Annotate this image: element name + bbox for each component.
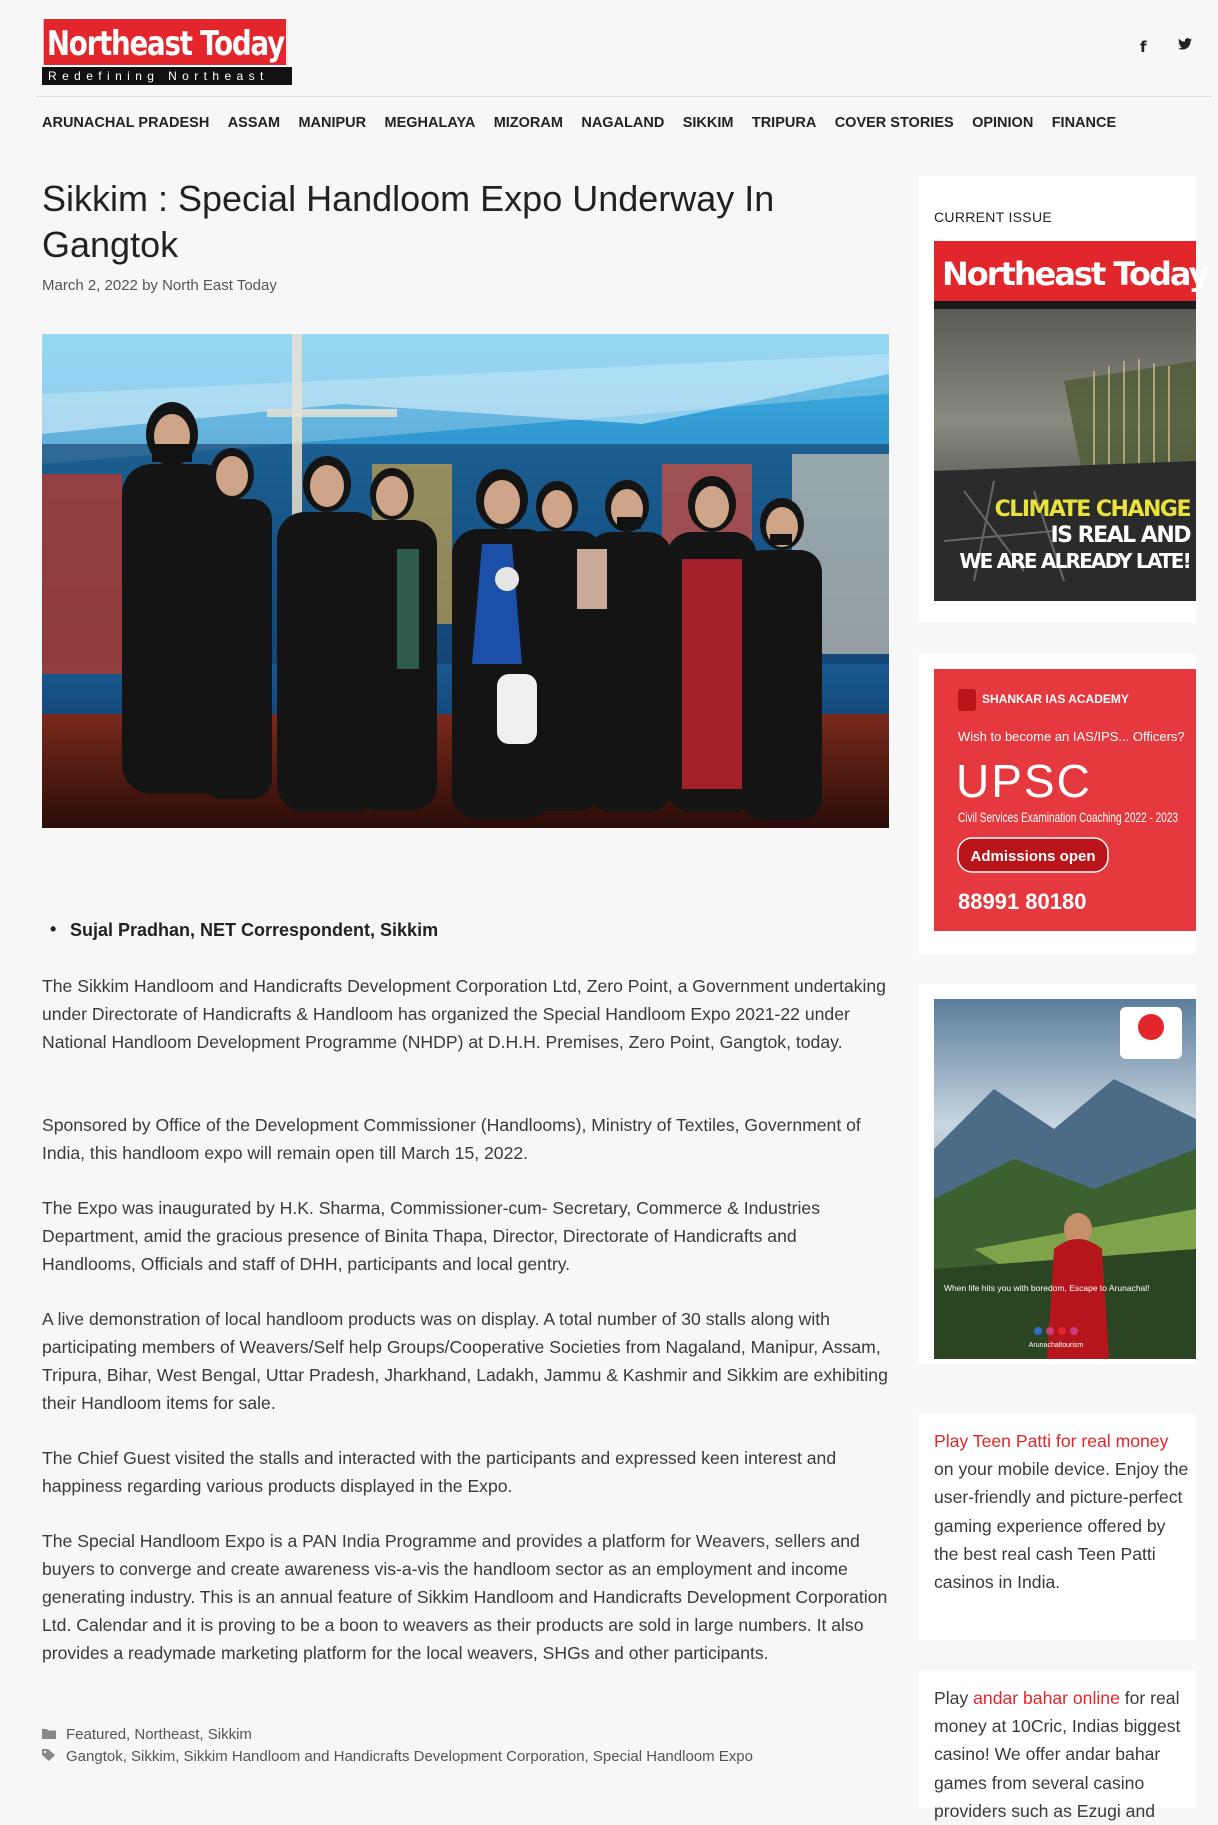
article-title: Sikkim : Special Handloom Expo Underway In Gangtok [42,178,775,265]
tag-links[interactable]: Gangtok, Sikkim, Sikkim Handloom and Handicrafts Development Corporation, Special Handloom Expo [66,1748,753,1765]
facebook-icon[interactable]: f [1140,38,1147,56]
article-paragraph: The Special Handloom Expo is a PAN India Programme and provides a platform for Weavers, sellers and buyers to converge and create awareness vis-a-vis the handloom sector as an employment and income generating industry. This is an annual feature of Sikkim Handloom and Handicrafts Development Corporation Ltd. Calendar and it is proving to be a boon to weavers as their products are sold in large numbers. It also provides a readymade marketing platform for the local weavers, SHGs and other participants. [42,1531,888,1663]
magazine-headline-3: WE ARE ALREADY LATE! [959,549,1190,573]
nav-item-mizoram[interactable]: MIZORAM [493,115,563,131]
teen-patti-link[interactable]: Play Teen Patti for real money [934,1431,1169,1451]
nav-item-nagaland[interactable]: NAGALAND [581,115,665,131]
promo-widget-andar-bahar [918,1671,1196,1821]
arunachal-caption: When life hits you with boredom, Escape to Arunachal! [944,1283,1150,1293]
magazine-headline-1: CLIMATE CHANGE [994,497,1190,522]
category-links[interactable]: Featured, Northeast, Sikkim [66,1726,252,1743]
promo-body: on your mobile device. Enjoy the user-friendly and picture-perfect gaming experience offered by the best real cash Teen Patti casinos in India. [934,1459,1189,1593]
upsc-admissions-button: Admissions open [970,848,1096,865]
article-date[interactable]: March 2, 2022 [42,277,138,294]
main-nav [42,113,1135,133]
site-logo[interactable] [42,17,292,85]
article-categories [42,1726,252,1743]
promo-body: for real money at 10Cric, Indias biggest casino! We offer andar bahar games from several casino providers such as Ezugi and [934,1688,1181,1821]
upsc-brand: SHANKAR IAS ACADEMY [982,692,1129,706]
magazine-cover[interactable] [934,241,1208,601]
nav-item-cover-stories[interactable]: COVER STORIES [834,115,954,131]
upsc-sub: Civil Services Examination Coaching 2022 - 2023 [958,809,1179,825]
article-paragraph: The Chief Guest visited the stalls and interacted with the participants and expressed keen interest and happiness regarding various products displayed in the Expo. [42,1448,837,1496]
site-header [0,0,1218,96]
svg-text:Wish to become an IAS/IPS... O [958,729,1185,744]
article-meta [42,277,277,294]
svg-text:When life hits you with boredo [944,1283,1150,1293]
byline-by: by [142,277,158,294]
arunachal-ad-widget [918,984,1196,1364]
promo-text [934,1684,1189,1825]
article-paragraph: The Expo was inaugurated by H.K. Sharma, Commissioner-cum- Secretary, Commerce & Industries Department, amid the gracious presence of Binita Thapa, Director, Directorate of Handicrafts and Handlooms, Officials and staff of DHH, participants and local gentry. [42,1198,820,1274]
logo-title: Northeast Today [42,17,288,67]
article-author[interactable]: North East Today [162,277,277,294]
folder-icon [42,1727,58,1742]
upsc-big: UPSC [956,755,1092,807]
upsc-ad-widget [918,654,1196,954]
upsc-question: Wish to become an IAS/IPS... Officers? [958,729,1185,744]
arunachal-handle: Arunachaltourism [1028,1342,1084,1349]
nav-item-assam[interactable]: ASSAM [227,115,281,131]
article-paragraph: Sponsored by Office of the Development Commissioner (Handlooms), Ministry of Textiles, Government of India, this handloom expo will remain open till March 15, 2022. [42,1115,861,1163]
magazine-headline-2: IS REAL AND [1050,523,1190,548]
widget-title: CURRENT ISSUE [934,209,1052,225]
nav-item-arunachal-pradesh[interactable]: ARUNACHAL PRADESH [42,115,210,131]
magazine-masthead: Northeast Today [942,255,1208,293]
article-paragraph: The Sikkim Handloom and Handicrafts Development Corporation Ltd, Zero Point, a Government undertaking under Directorate of Handicrafts & Handloom has organized the Special Handloom Expo 2021-22 under National Handloom Development Programme (NHDP) at D.H.H. Premises, Zero Point, Gangtok, today. [42,976,886,1052]
nav-item-opinion[interactable]: OPINION [972,115,1034,131]
nav-item-sikkim[interactable]: SIKKIM [682,115,734,131]
promo-text [934,1427,1189,1596]
promo-pre: Play [934,1688,974,1708]
tag-icon [42,1749,58,1764]
current-issue-widget [918,176,1208,623]
nav-item-tripura[interactable]: TRIPURA [751,115,817,131]
twitter-icon[interactable] [1178,38,1192,54]
header-divider [36,96,1212,97]
nav-item-meghalaya[interactable]: MEGHALAYA [384,115,476,131]
article-featured-image [42,334,889,828]
nav-item-manipur[interactable]: MANIPUR [298,115,367,131]
upsc-phone: 88991 80180 [958,889,1087,914]
article-paragraph: A live demonstration of local handloom products was on display. A total number of 30 stalls along with participating members of Weavers/Self help Groups/Cooperative Societies from Nagaland, Manipur, Assam, Tripura, Bihar, West Bengal, Uttar Pradesh, Jharkhand, Ladakh, Jammu & Kashmir and Sikkim are exhibiting their Handloom items for sale. [42,1309,888,1413]
upsc-ad-banner[interactable] [934,669,1196,931]
nav-item-finance[interactable]: FINANCE [1051,115,1117,131]
logo-tagline: Redefining Northeast [42,67,292,85]
promo-widget-teen-patti [918,1414,1196,1640]
byline-correspondent: • Sujal Pradhan, NET Correspondent, Sikkim [70,920,438,941]
arunachal-tourism-ad[interactable] [934,999,1196,1359]
andar-bahar-link[interactable]: andar bahar online [973,1688,1120,1708]
article-tags [42,1748,753,1765]
